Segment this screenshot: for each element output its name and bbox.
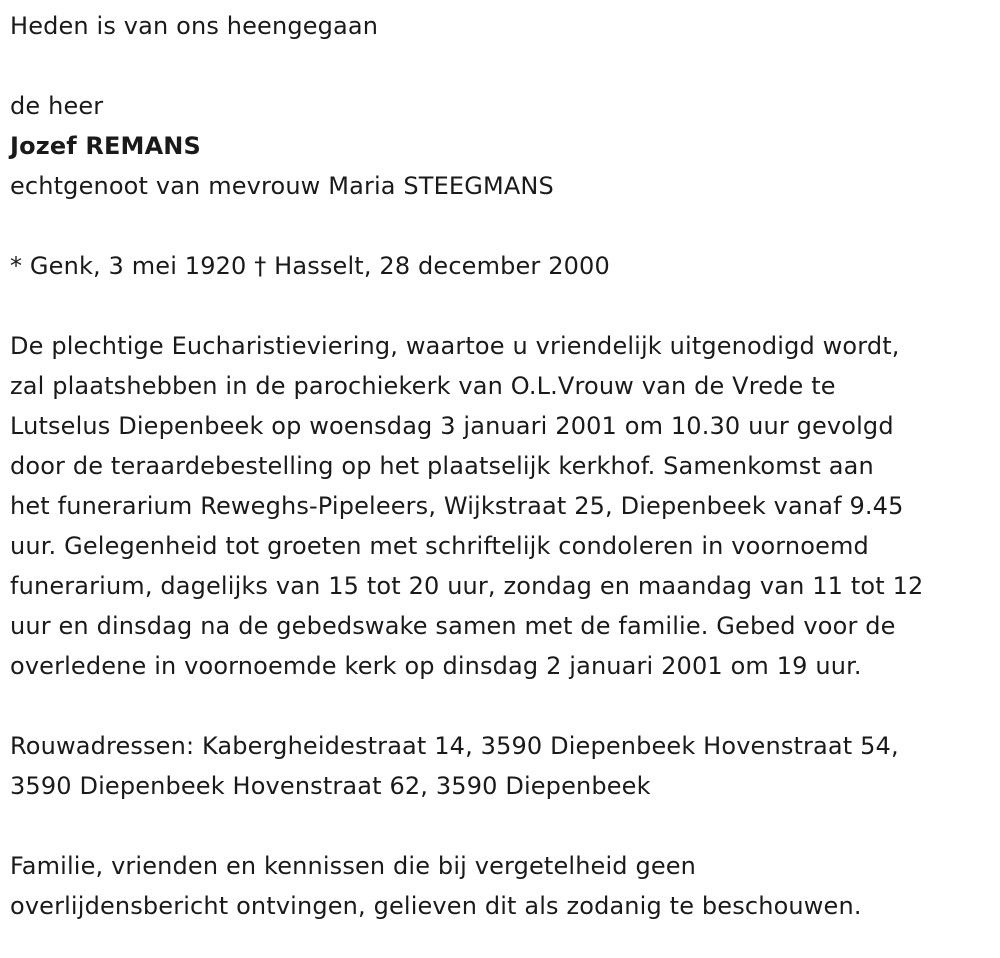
spouse-text: echtgenoot van mevrouw Maria STEEGMANS (10, 172, 554, 200)
ceremony-line: Lutselus Diepenbeek op woensdag 3 januari 2001 om 10.30 uur gevolgd (10, 412, 894, 440)
spacer (10, 686, 990, 726)
ceremony-line: door de teraardebestelling op het plaatselijk kerkhof. Samenkomst aan (10, 452, 874, 480)
spacer (10, 286, 990, 326)
closing-line: Familie, vrienden en kennissen die bij vergetelheid geen (10, 852, 697, 880)
spacer (10, 206, 990, 246)
deceased-name: Jozef REMANS (10, 132, 201, 160)
ceremony-line: overledene in voornoemde kerk op dinsdag 2 januari 2001 om 19 uur. (10, 652, 862, 680)
title-text: de heer (10, 92, 104, 120)
ceremony-line: het funerarium Reweghs-Pipeleers, Wijkstraat 25, Diepenbeek vanaf 9.45 (10, 492, 904, 520)
address-paragraph (10, 726, 990, 806)
ceremony-line: uur. Gelegenheid tot groeten met schriftelijk condoleren in voornoemd (10, 532, 869, 560)
ceremony-paragraph (10, 326, 990, 686)
closing-line: overlijdensbericht ontvingen, gelieven dit als zodanig te beschouwen. (10, 892, 862, 920)
ceremony-line: uur en dinsdag na de gebedswake samen met de familie. Gebed voor de (10, 612, 896, 640)
address-line: Rouwadressen: Kabergheidestraat 14, 3590 Diepenbeek Hovenstraat 54, (10, 732, 899, 760)
life-dates: * Genk, 3 mei 1920 † Hasselt, 28 december 2000 (10, 252, 610, 280)
closing-paragraph (10, 846, 990, 926)
ceremony-line: funerarium, dagelijks van 15 tot 20 uur, zondag en maandag van 11 tot 12 (10, 572, 924, 600)
ceremony-line: De plechtige Eucharistieviering, waartoe u vriendelijk uitgenodigd wordt, (10, 332, 900, 360)
spacer (10, 806, 990, 846)
intro-text: Heden is van ons heengegaan (10, 12, 379, 40)
death-notice (10, 6, 990, 926)
address-line: 3590 Diepenbeek Hovenstraat 62, 3590 Diepenbeek (10, 772, 651, 800)
ceremony-line: zal plaatshebben in de parochiekerk van O.L.Vrouw van de Vrede te (10, 372, 836, 400)
spacer (10, 46, 990, 86)
